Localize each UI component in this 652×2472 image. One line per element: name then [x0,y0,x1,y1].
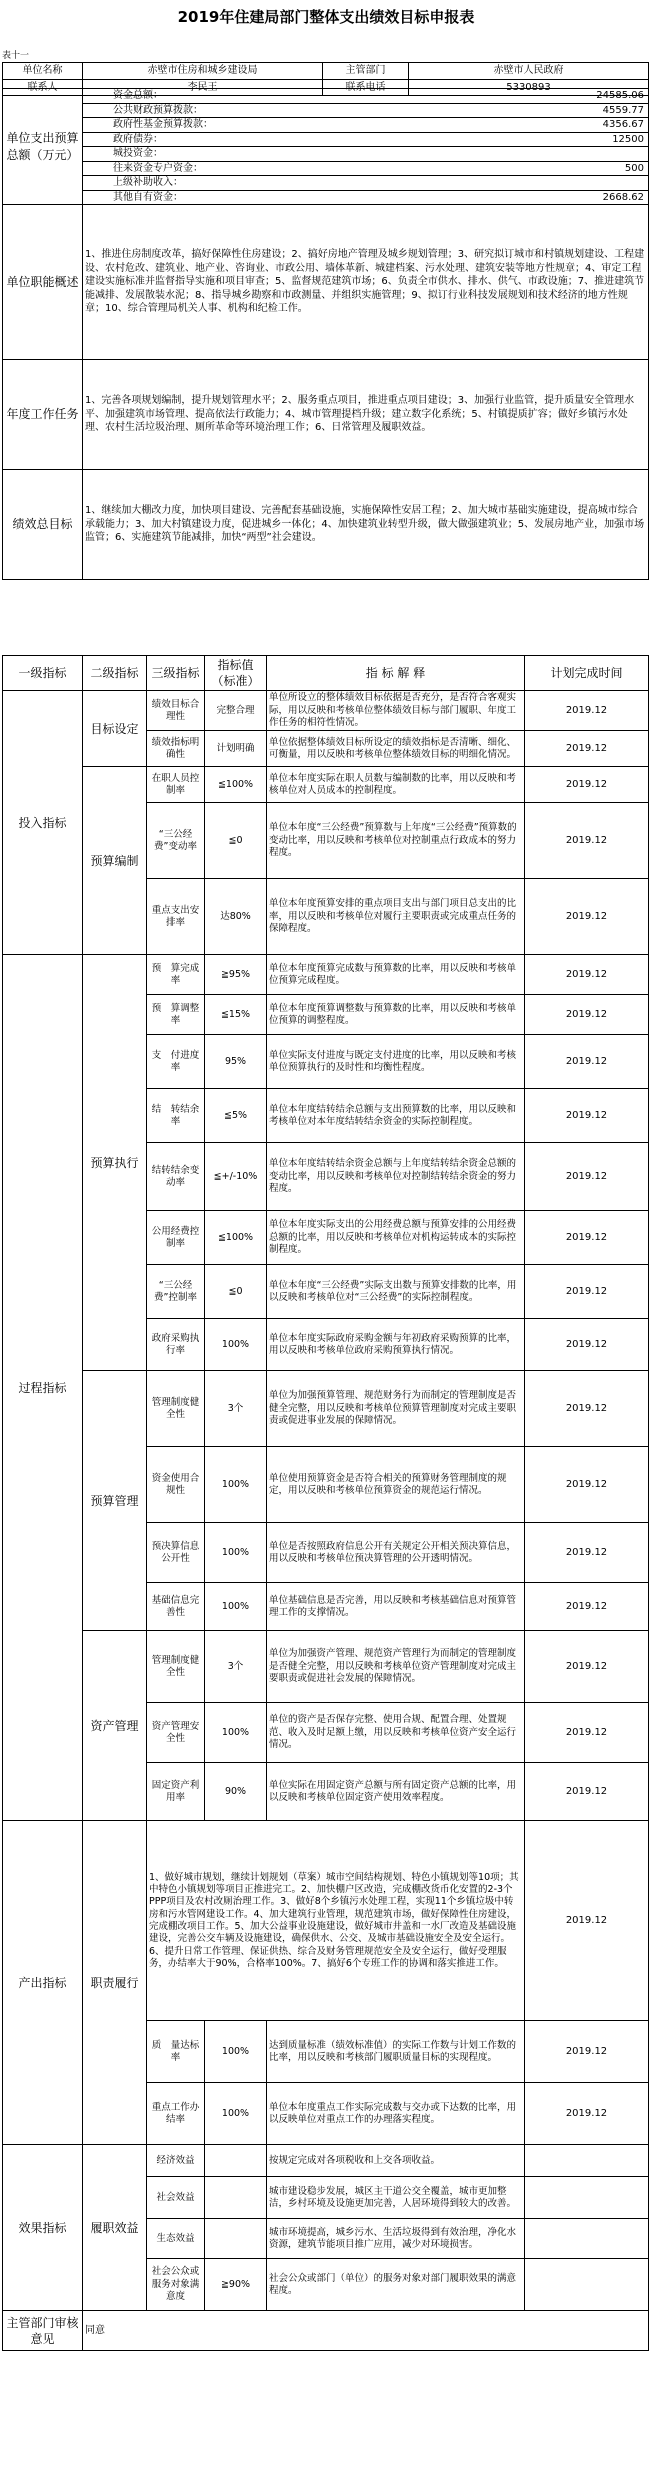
indicator-explanation: 单位为加强资产管理、规范资产管理行为而制定的管理制度是否健全完整，用以反映和考核单位资产管理制度对完成主要职责或促进社会发展的保障情况。 [267,1631,525,1703]
level3-indicator: 经济效益 [147,2145,205,2177]
indicator-value: ≦+/-10% [205,1143,267,1211]
completion-time: 2019.12 [525,1265,649,1319]
level3-indicator: 绩效指标明确性 [147,731,205,767]
indicator-value: ≦0 [205,1265,267,1319]
budget-row [83,176,649,191]
level3-indicator: 质 量达标率 [147,2021,205,2083]
budget-row [83,103,649,118]
level3-indicator: 绩效目标合理性 [147,691,205,731]
budget-row-value: 24585.06 [596,90,644,101]
level2-indicator: 履职效益 [83,2145,147,2311]
level1-indicator: 投入指标 [3,691,83,955]
budget-row-label: 上级补助收入： [113,177,183,188]
goals-label: 绩效总目标 [3,470,83,580]
phone-value: 5330893 [409,79,649,96]
level3-indicator: 结转结余变动率 [147,1143,205,1211]
indicator-explanation: 单位依据整体绩效目标所设定的绩效指标是否清晰、细化、可衡量，用以反映和考核单位整体绩效目标的明细化情况。 [267,731,525,767]
level3-indicator: 在职人员控制率 [147,767,205,803]
level3-indicator: 预 算完成率 [147,955,205,995]
indicator-explanation: 达到质量标准（绩效标准值）的实际工作数与计划工作数的比率，用以反映和考核部门履职质量目标的实现程度。 [267,2021,525,2083]
level3-indicator: 支 付进度率 [147,1035,205,1089]
completion-time: 2019.12 [525,1583,649,1631]
indicator-value: ≧90% [205,2259,267,2311]
indicator-explanation: 单位本年度预算安排的重点项目支出与部门项目总支出的比率，用以反映和考核单位对履行主要职责或完成重点任务的保障程度。 [267,879,525,955]
indicator-value: ≦15% [205,995,267,1035]
level3-indicator: “三公经费”变动率 [147,803,205,879]
level2-indicator: 预算执行 [83,955,147,1371]
budget-row-value: 4356.67 [602,119,644,130]
budget-row-value: 2668.62 [602,191,644,203]
completion-time: 2019.12 [525,1447,649,1523]
budget-row [83,118,649,133]
indicator-explanation: 单位的资产是否保存完整、使用合规、配置合理、处置规范、收入及时足额上缴，用以反映和考核单位资产安全运行情况。 [267,1703,525,1763]
completion-time: 2019.12 [525,1703,649,1763]
table-row [3,955,649,995]
tasks-label: 年度工作任务 [3,360,83,470]
completion-time: 2019.12 [525,1763,649,1821]
column-header: 指标值（标准） [205,656,267,691]
completion-time: 2019.12 [525,1319,649,1371]
completion-time: 2019.12 [525,731,649,767]
level3-indicator: 生态效益 [147,2219,205,2259]
level3-indicator: 政府采购执行率 [147,1319,205,1371]
level1-indicator: 产出指标 [3,1821,83,2145]
level3-indicator: 重点工作办结率 [147,2083,205,2145]
indicator-value: ≧95% [205,955,267,995]
budget-row [83,161,649,176]
completion-time: 2019.12 [525,2083,649,2145]
contact-label: 联系人 [3,79,83,96]
indicator-explanation: 单位本年度“三公经费”预算数与上年度“三公经费”预算数的变动比率，用以反映和考核单位对控制重点行政成本的努力程度。 [267,803,525,879]
completion-time: 2019.12 [525,955,649,995]
level3-indicator: 预 算调整率 [147,995,205,1035]
tasks-text: 1、完善各项规划编制，提升规划管理水平；2、服务重点项目，推进重点项目建设；3、加强行业监管，提升质量安全管理水平、加强建筑市场管理、提高依法行政能力；4、城市管理提档升级；建立数字化系统；5、村镇提质扩容；做好乡镇污水处理、农村生活垃圾治理、厕所革命等环境治理工作；6、日常管理及履职效益。 [83,360,649,470]
dept-label: 主管部门 [323,63,409,80]
budget-row-label: 城投资金： [113,148,163,159]
indicator-explanation: 单位为加强预算管理、规范财务行为而制定的管理制度是否健全完整，用以反映和考核单位预算管理制度对完成主要职责或促进事业发展的保障情况。 [267,1371,525,1447]
indicator-value [205,2219,267,2259]
column-header: 计划完成时间 [525,656,649,691]
indicator-explanation: 单位本年度“三公经费”实际支出数与预算安排数的比率，用以反映和考核单位对“三公经费”的实际控制程度。 [267,1265,525,1319]
indicator-explanation: 单位本年度重点工作实际完成数与交办或下达数的比率，用以反映单位对重点工作的办理落实程度。 [267,2083,525,2145]
indicator-explanation: 城市建设稳步发展，城区主干道公交全覆盖，城市更加整洁，乡村环境及设施更加完善，人居环境得到较大的改善。 [267,2177,525,2219]
completion-time [525,2177,649,2219]
completion-time: 2019.12 [525,1089,649,1143]
page-title: 2019年住建局部门整体支出绩效目标申报表 [177,8,475,26]
indicator-value: 100% [205,1703,267,1763]
level3-indicator: 重点支出安排率 [147,879,205,955]
completion-time: 2019.12 [525,995,649,1035]
budget-row-label: 往来资金专户资金： [113,162,203,174]
indicator-table [2,655,649,2351]
level1-indicator: 效果指标 [3,2145,83,2311]
column-header: 指 标 解 释 [267,656,525,691]
indicator-value: 100% [205,1523,267,1583]
budget-label: 单位支出预算总额（万元） [3,89,83,205]
level3-indicator: 预决算信息公开性 [147,1523,205,1583]
level3-indicator: 资产管理安全性 [147,1703,205,1763]
column-header: 一级指标 [3,656,83,691]
indicator-explanation: 单位基础信息是否完善，用以反映和考核基础信息对预算管理工作的支撑情况。 [267,1583,525,1631]
goals-text: 1、继续加大棚改力度，加快项目建设、完善配套基础设施，实施保障性安居工程；2、加大城市基础实施建设，提高城市综合承载能力；3、加大村镇建设力度，促进城乡一体化；4、加快建筑业转型升级，做大做强建筑业；5、发展房地产业，加强市场监管；6、实施建筑节能减排，加快“两型”社会建设。 [83,470,649,580]
completion-time: 2019.12 [525,879,649,955]
table-number: 表十一 [2,51,30,61]
completion-time: 2019.12 [525,1143,649,1211]
indicator-explanation: 单位所设立的整体绩效目标依据是否充分，是否符合客观实际，用以反映和考核单位整体绩效目标与部门履职、年度工作任务的相符性情况。 [267,691,525,731]
budget-row [83,89,649,104]
completion-time: 2019.12 [525,1821,649,2021]
budget-row [83,132,649,147]
completion-time: 2019.12 [525,2021,649,2083]
budget-row-label: 其他自有资金： [113,191,183,203]
completion-time: 2019.12 [525,1523,649,1583]
level2-indicator: 资产管理 [83,1631,147,1821]
table-row [3,1631,649,1703]
column-header: 二级指标 [83,656,147,691]
level3-indicator: 资金使用合规性 [147,1447,205,1523]
indicator-explanation: 单位实际支付进度与既定支付进度的比率，用以反映和考核单位预算执行的及时性和均衡性程度。 [267,1035,525,1089]
completion-time: 2019.12 [525,767,649,803]
indicator-value: ≦0 [205,803,267,879]
table-row [3,691,649,731]
indicator-explanation: 单位本年度结转结余总额与支出预算数的比率，用以反映和考核单位对本年度结转结余资金的实际控制程度。 [267,1089,525,1143]
budget-row-label: 资金总额： [113,90,163,101]
indicator-explanation: 单位本年度预算调整数与预算数的比率，用以反映和考核单位预算的调整程度。 [267,995,525,1035]
completion-time: 2019.12 [525,1035,649,1089]
budget-row-value: 12500 [612,133,644,145]
indicator-value [205,2177,267,2219]
indicator-value: 3个 [205,1631,267,1703]
indicator-value: ≦100% [205,1211,267,1265]
indicator-value: 90% [205,1763,267,1821]
indicator-explanation: 单位本年度预算完成数与预算数的比率，用以反映和考核单位预算完成程度。 [267,955,525,995]
level2-indicator: 职责履行 [83,1821,147,2145]
phone-label: 联系电话 [323,79,409,96]
completion-time: 2019.12 [525,691,649,731]
level3-indicator: 固定资产利用率 [147,1763,205,1821]
completion-time [525,2219,649,2259]
level3-indicator: 基础信息完善性 [147,1583,205,1631]
level2-indicator: 目标设定 [83,691,147,767]
level3-indicator: 管理制度健全性 [147,1631,205,1703]
indicator-explanation: 单位是否按照政府信息公开有关规定公开相关预决算信息，用以反映和考核单位预决算管理的公开透明情况。 [267,1523,525,1583]
budget-row [83,147,649,162]
level3-indicator: 社会效益 [147,2177,205,2219]
indicator-explanation: 社会公众或部门（单位）的服务对象对部门履职效果的满意程度。 [267,2259,525,2311]
table-row [3,1821,649,2021]
level2-indicator: 预算编制 [83,767,147,955]
overview-table [2,88,649,580]
duties-text: 1、推进住房制度改革，搞好保障性住房建设；2、搞好房地产管理及城乡规划管理；3、研究拟订城市和村镇规划建设、工程建设、农村危改、建筑业、地产业、咨询业、市政公用、墙体革新、城建档案、污水处理、建筑安装等地方性规章；4、审定工程建设实施标准并监督指导实施和项目审查；5、监督规范建筑市场；6、负责全市供水、排水、供气、市政设施；7、推进建筑节能减排、发展散装水泥；8、指导城乡勘察和市政测量、并组织实施管理；9、拟订行业科技发展规划和技术经济的地方性规章；10、综合管理局机关人事、机构和纪检工作。 [83,205,649,360]
dept-value: 赤壁市人民政府 [409,63,649,80]
indicator-value: 达80% [205,879,267,955]
approval-label: 主管部门审核意见 [3,2311,83,2351]
budget-row-value: 500 [624,162,644,174]
unit-value: 赤壁市住房和城乡建设局 [83,63,323,80]
indicator-value [205,2145,267,2177]
duty-description: 1、做好城市规划，继续计划规划（草案）城市空间结构规划、特色小镇规划等10项；其中特色小镇规划等项目正推进完工。2、加快棚户区改造，完成棚改货币化安置的2-3个PPP项目及农村改厕治理工作。3、做好8个乡镇污水处理工程，实现11个乡镇垃圾中转房和污水管网建设工作。4、加大建筑行业管理，规范建筑市场，做好保障性住房建设，完成棚改项目工作。5、加大公益事业设施建设，做好城市井盖和一水厂改造及基础设施建设，完善公交车辆及设施建设，确保供水、公交、及城市基础设施安全及安全运行。6、提升日常工作管理、保证供热、综合及财务管理规范安全及安全运行，做好受理服务，办结率大于90%，合格率100%。7、搞好6个专班工作的协调和落实推进工作。 [147,1821,525,2021]
completion-time: 2019.12 [525,1631,649,1703]
indicator-value: 100% [205,1583,267,1631]
indicator-value: 100% [205,2083,267,2145]
indicator-value: 100% [205,2021,267,2083]
indicator-value: 95% [205,1035,267,1089]
level1-indicator: 过程指标 [3,955,83,1821]
indicator-value: ≦100% [205,767,267,803]
level2-indicator: 预算管理 [83,1371,147,1631]
completion-time: 2019.12 [525,1371,649,1447]
completion-time: 2019.12 [525,803,649,879]
budget-row-label: 政府债券： [113,133,163,145]
indicator-value: 完整合理 [205,691,267,731]
table-row [3,2145,649,2177]
level3-indicator: 管理制度健全性 [147,1371,205,1447]
completion-time: 2019.12 [525,1211,649,1265]
approval-value: 同意 [83,2311,649,2351]
level3-indicator: “三公经费”控制率 [147,1265,205,1319]
level3-indicator: 结 转结余率 [147,1089,205,1143]
indicator-explanation: 单位本年度实际政府采购金额与年初政府采购预算的比率，用以反映和考核单位政府采购预算执行情况。 [267,1319,525,1371]
table-row [3,1371,649,1447]
column-header: 三级指标 [147,656,205,691]
completion-time [525,2259,649,2311]
indicator-explanation: 单位本年度实际在职人员数与编制数的比率，用以反映和考核单位对人员成本的控制程度。 [267,767,525,803]
level3-indicator: 社会公众或服务对象满意度 [147,2259,205,2311]
indicator-explanation: 按规定完成对各项税收和上交各项收益。 [267,2145,525,2177]
budget-row [83,190,649,205]
indicator-value: 计划明确 [205,731,267,767]
level3-indicator: 公用经费控制率 [147,1211,205,1265]
indicator-value: 100% [205,1319,267,1371]
budget-row-value: 4559.77 [602,104,644,116]
budget-row-label: 公共财政预算拨款： [113,104,203,116]
unit-label: 单位名称 [3,63,83,80]
duties-label: 单位职能概述 [3,205,83,360]
budget-row-label: 政府性基金预算拨款： [113,119,213,130]
contact-value: 李民王 [83,79,323,96]
completion-time [525,2145,649,2177]
indicator-value: 3个 [205,1371,267,1447]
indicator-value: ≦5% [205,1089,267,1143]
table-row [3,767,649,803]
indicator-explanation: 单位使用预算资金是否符合相关的预算财务管理制度的规定，用以反映和考核单位预算资金的规范运行情况。 [267,1447,525,1523]
indicator-value: 100% [205,1447,267,1523]
indicator-explanation: 单位实际在用固定资产总额与所有固定资产总额的比率，用以反映和考核单位固定资产使用效率程度。 [267,1763,525,1821]
indicator-explanation: 单位本年度实际支出的公用经费总额与预算安排的公用经费总额的比率，用以反映和考核单位对机构运转成本的实际控制程度。 [267,1211,525,1265]
indicator-explanation: 城市环境提高，城乡污水、生活垃圾得到有效治理，净化水资源，建筑节能项目推广应用，减少对环境损害。 [267,2219,525,2259]
indicator-explanation: 单位本年度结转结余资金总额与上年度结转结余资金总额的变动比率，用以反映和考核单位对控制结转结余资金的努力程度。 [267,1143,525,1211]
